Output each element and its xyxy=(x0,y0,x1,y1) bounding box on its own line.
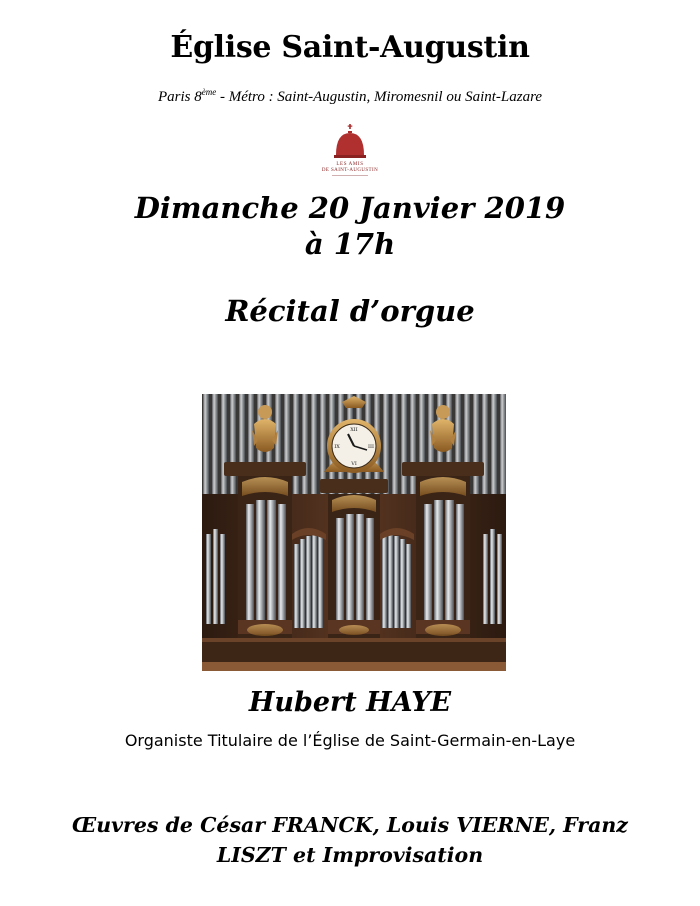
logo-line-1: LES AMIS xyxy=(336,162,364,167)
program-description xyxy=(70,810,630,870)
performer-role: Organiste Titulaire de l’Église de Saint-Germain-en-Laye xyxy=(124,731,576,750)
amis-saint-augustin-logo xyxy=(315,124,385,180)
event-date: Dimanche 20 Janvier 2019 xyxy=(134,191,566,225)
clock-numeral-12: XII xyxy=(350,427,358,433)
clock-numeral-6: VI xyxy=(351,461,357,467)
program-line-2: LISZT et Improvisation xyxy=(216,843,484,867)
logo-url-line xyxy=(332,175,368,176)
clock-numeral-3: III xyxy=(368,444,374,450)
address-superscript: ème xyxy=(201,87,217,97)
address-metro: - Métro : Saint-Augustin, Miromesnil ou Saint-Lazare xyxy=(216,89,543,105)
address-city: Paris 8 xyxy=(157,89,202,105)
clock-numeral-9: IX xyxy=(334,444,340,450)
church-title: Église Saint-Augustin xyxy=(170,30,530,65)
program-line-1: Œuvres de César FRANCK, Louis VIERNE, Franz xyxy=(72,813,628,837)
event-title: Récital d’orgue xyxy=(225,294,475,328)
performer-name: Hubert HAYE xyxy=(248,687,452,718)
event-time: à 17h xyxy=(304,227,396,261)
church-dome-icon xyxy=(334,124,366,158)
logo-line-2: DE SAINT-AUGUSTIN xyxy=(321,168,379,173)
address-line xyxy=(0,89,700,106)
pipe-organ-photo xyxy=(202,394,506,671)
